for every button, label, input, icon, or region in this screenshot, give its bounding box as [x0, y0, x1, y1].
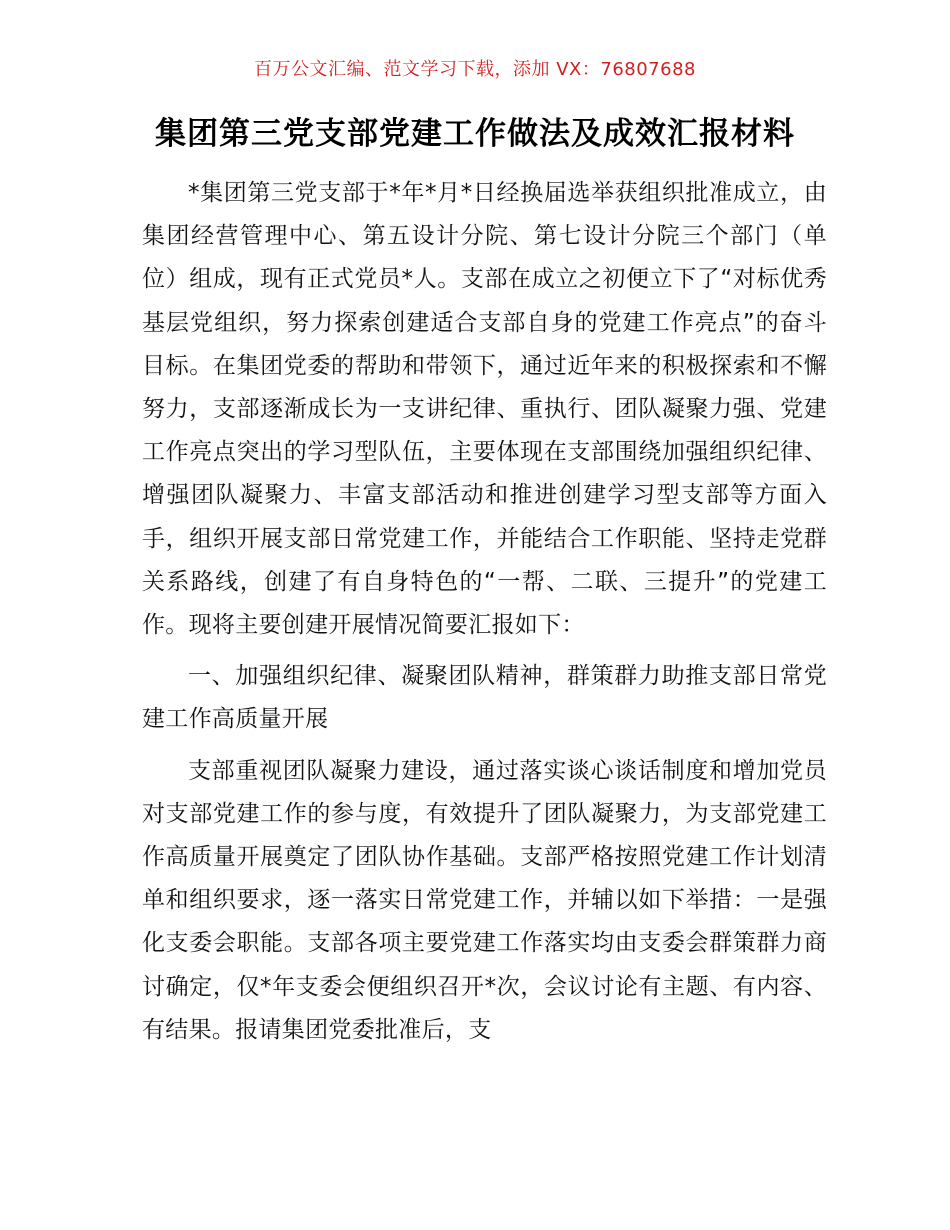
section-heading-1: 一、加强组织纪律、凝聚团队精神，群策群力助推支部日常党建工作高质量开展 — [142, 663, 827, 733]
document-body — [142, 172, 827, 1052]
paragraph-section-1: 支部重视团队凝聚力建设，通过落实谈心谈话制度和增加党员对支部党建工作的参与度，有效提升了团队凝聚力，为支部党建工作高质量开展奠定了团队协作基础。支部严格按照党建工作计划清单和组织要求，逐一落实日常党建工作，并辅以如下举措：一是强化支委会职能。支部各项主要党建工作落实均由支委会群策群力商讨确定，仅*年支委会便组织召开*次，会议讨论有主题、有内容、有结果。报请集团党委批准后，支 — [142, 757, 827, 1043]
paragraph-intro: *集团第三党支部于*年*月*日经换届选举获组织批准成立，由集团经营管理中心、第五设计分院、第七设计分院三个部门（单位）组成，现有正式党员*人。支部在成立之初便立下了“对标优秀基层党组织，努力探索创建适合支部自身的党建工作亮点”的奋斗目标。在集团党委的帮助和带领下，通过近年来的积极探索和不懈努力，支部逐渐成长为一支讲纪律、重执行、团队凝聚力强、党建工作亮点突出的学习型队伍，主要体现在支部围绕加强组织纪律、增强团队凝聚力、丰富支部活动和推进创建学习型支部等方面入手，组织开展支部日常党建工作，并能结合工作职能、坚持走党群关系路线，创建了有自身特色的“一帮、二联、三提升”的党建工作。现将主要创建开展情况简要汇报如下： — [142, 180, 827, 639]
header-watermark: 百万公文汇编、范文学习下载，添加 VX：76807688 — [254, 59, 696, 80]
document-title: 集团第三党支部党建工作做法及成效汇报材料 — [155, 116, 795, 152]
